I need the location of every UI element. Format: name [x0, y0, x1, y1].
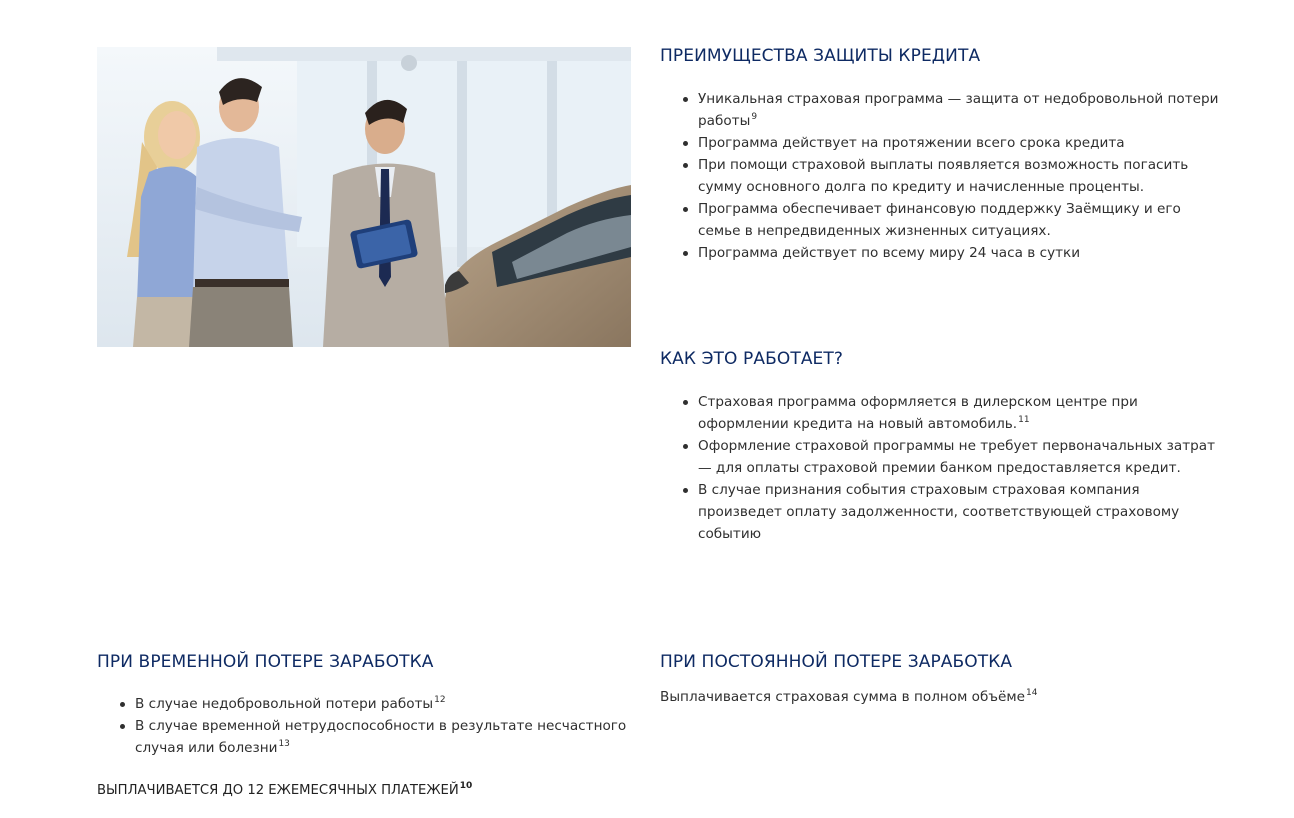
list-item-text: В случае признания события страховым страховая компания произведет оплату задолженности, соответствующей страховому событию — [698, 482, 1180, 542]
list-item-text: В случае временной нетрудоспособности в результате несчастного случая или болезни — [135, 718, 627, 756]
payment-limit-note — [97, 780, 472, 802]
how-it-works-title: КАК ЭТО РАБОТАЕТ? — [660, 349, 843, 369]
advantages-title: ПРЕИМУЩЕСТВА ЗАЩИТЫ КРЕДИТА — [660, 46, 981, 66]
footnote-ref: 10 — [459, 781, 473, 791]
list-item-text: Программа действует на протяжении всего срока кредита — [698, 135, 1125, 151]
list-item — [660, 479, 1220, 545]
advantages-list — [660, 88, 1220, 264]
permanent-loss-desc: Выплачивается страховая сумма в полном объёме — [660, 689, 1025, 705]
dealership-illustration — [97, 47, 631, 347]
list-item — [660, 132, 1220, 154]
list-item — [660, 198, 1220, 242]
permanent-loss-title: ПРИ ПОСТОЯННОЙ ПОТЕРЕ ЗАРАБОТКА — [660, 652, 1013, 672]
temporary-loss-list — [97, 693, 637, 759]
footnote-ref: 12 — [434, 695, 446, 705]
list-item — [660, 242, 1220, 264]
list-item-text: Программа действует по всему миру 24 часа в сутки — [698, 245, 1081, 261]
permanent-loss-text — [660, 686, 1037, 708]
footnote-ref: 9 — [751, 112, 758, 122]
list-item-text: Страховая программа оформляется в дилерском центре при оформлении кредита на новый автомобиль. — [698, 394, 1138, 432]
how-it-works-list — [660, 391, 1220, 545]
temporary-loss-title: ПРИ ВРЕМЕННОЙ ПОТЕРЕ ЗАРАБОТКА — [97, 652, 434, 672]
list-item-text: Программа обеспечивает финансовую поддержку Заёмщику и его семье в непредвиденных жизненных ситуациях. — [698, 201, 1181, 239]
dealership-photo — [97, 47, 631, 347]
list-item — [660, 435, 1220, 479]
list-item-text: Уникальная страховая программа — защита от недобровольной потери работы — [698, 91, 1219, 129]
list-item — [97, 715, 637, 759]
footnote-ref: 11 — [1018, 415, 1030, 425]
list-item — [660, 391, 1220, 435]
list-item-text: В случае недобровольной потери работы — [135, 696, 434, 712]
list-item — [97, 693, 637, 715]
list-item — [660, 154, 1220, 198]
payment-limit-text: ВЫПЛАЧИВАЕТСЯ ДО 12 ЕЖЕМЕСЯЧНЫХ ПЛАТЕЖЕЙ — [97, 783, 459, 798]
list-item-text: При помощи страховой выплаты появляется возможность погасить сумму основного долга по кредиту и начисленные проценты. — [698, 157, 1189, 195]
footnote-ref: 14 — [1025, 688, 1038, 698]
list-item-text: Оформление страховой программы не требует первоначальных затрат — для оплаты страховой премии банком предоставляется кредит. — [698, 438, 1216, 476]
list-item — [660, 88, 1220, 132]
footnote-ref: 13 — [278, 739, 290, 749]
